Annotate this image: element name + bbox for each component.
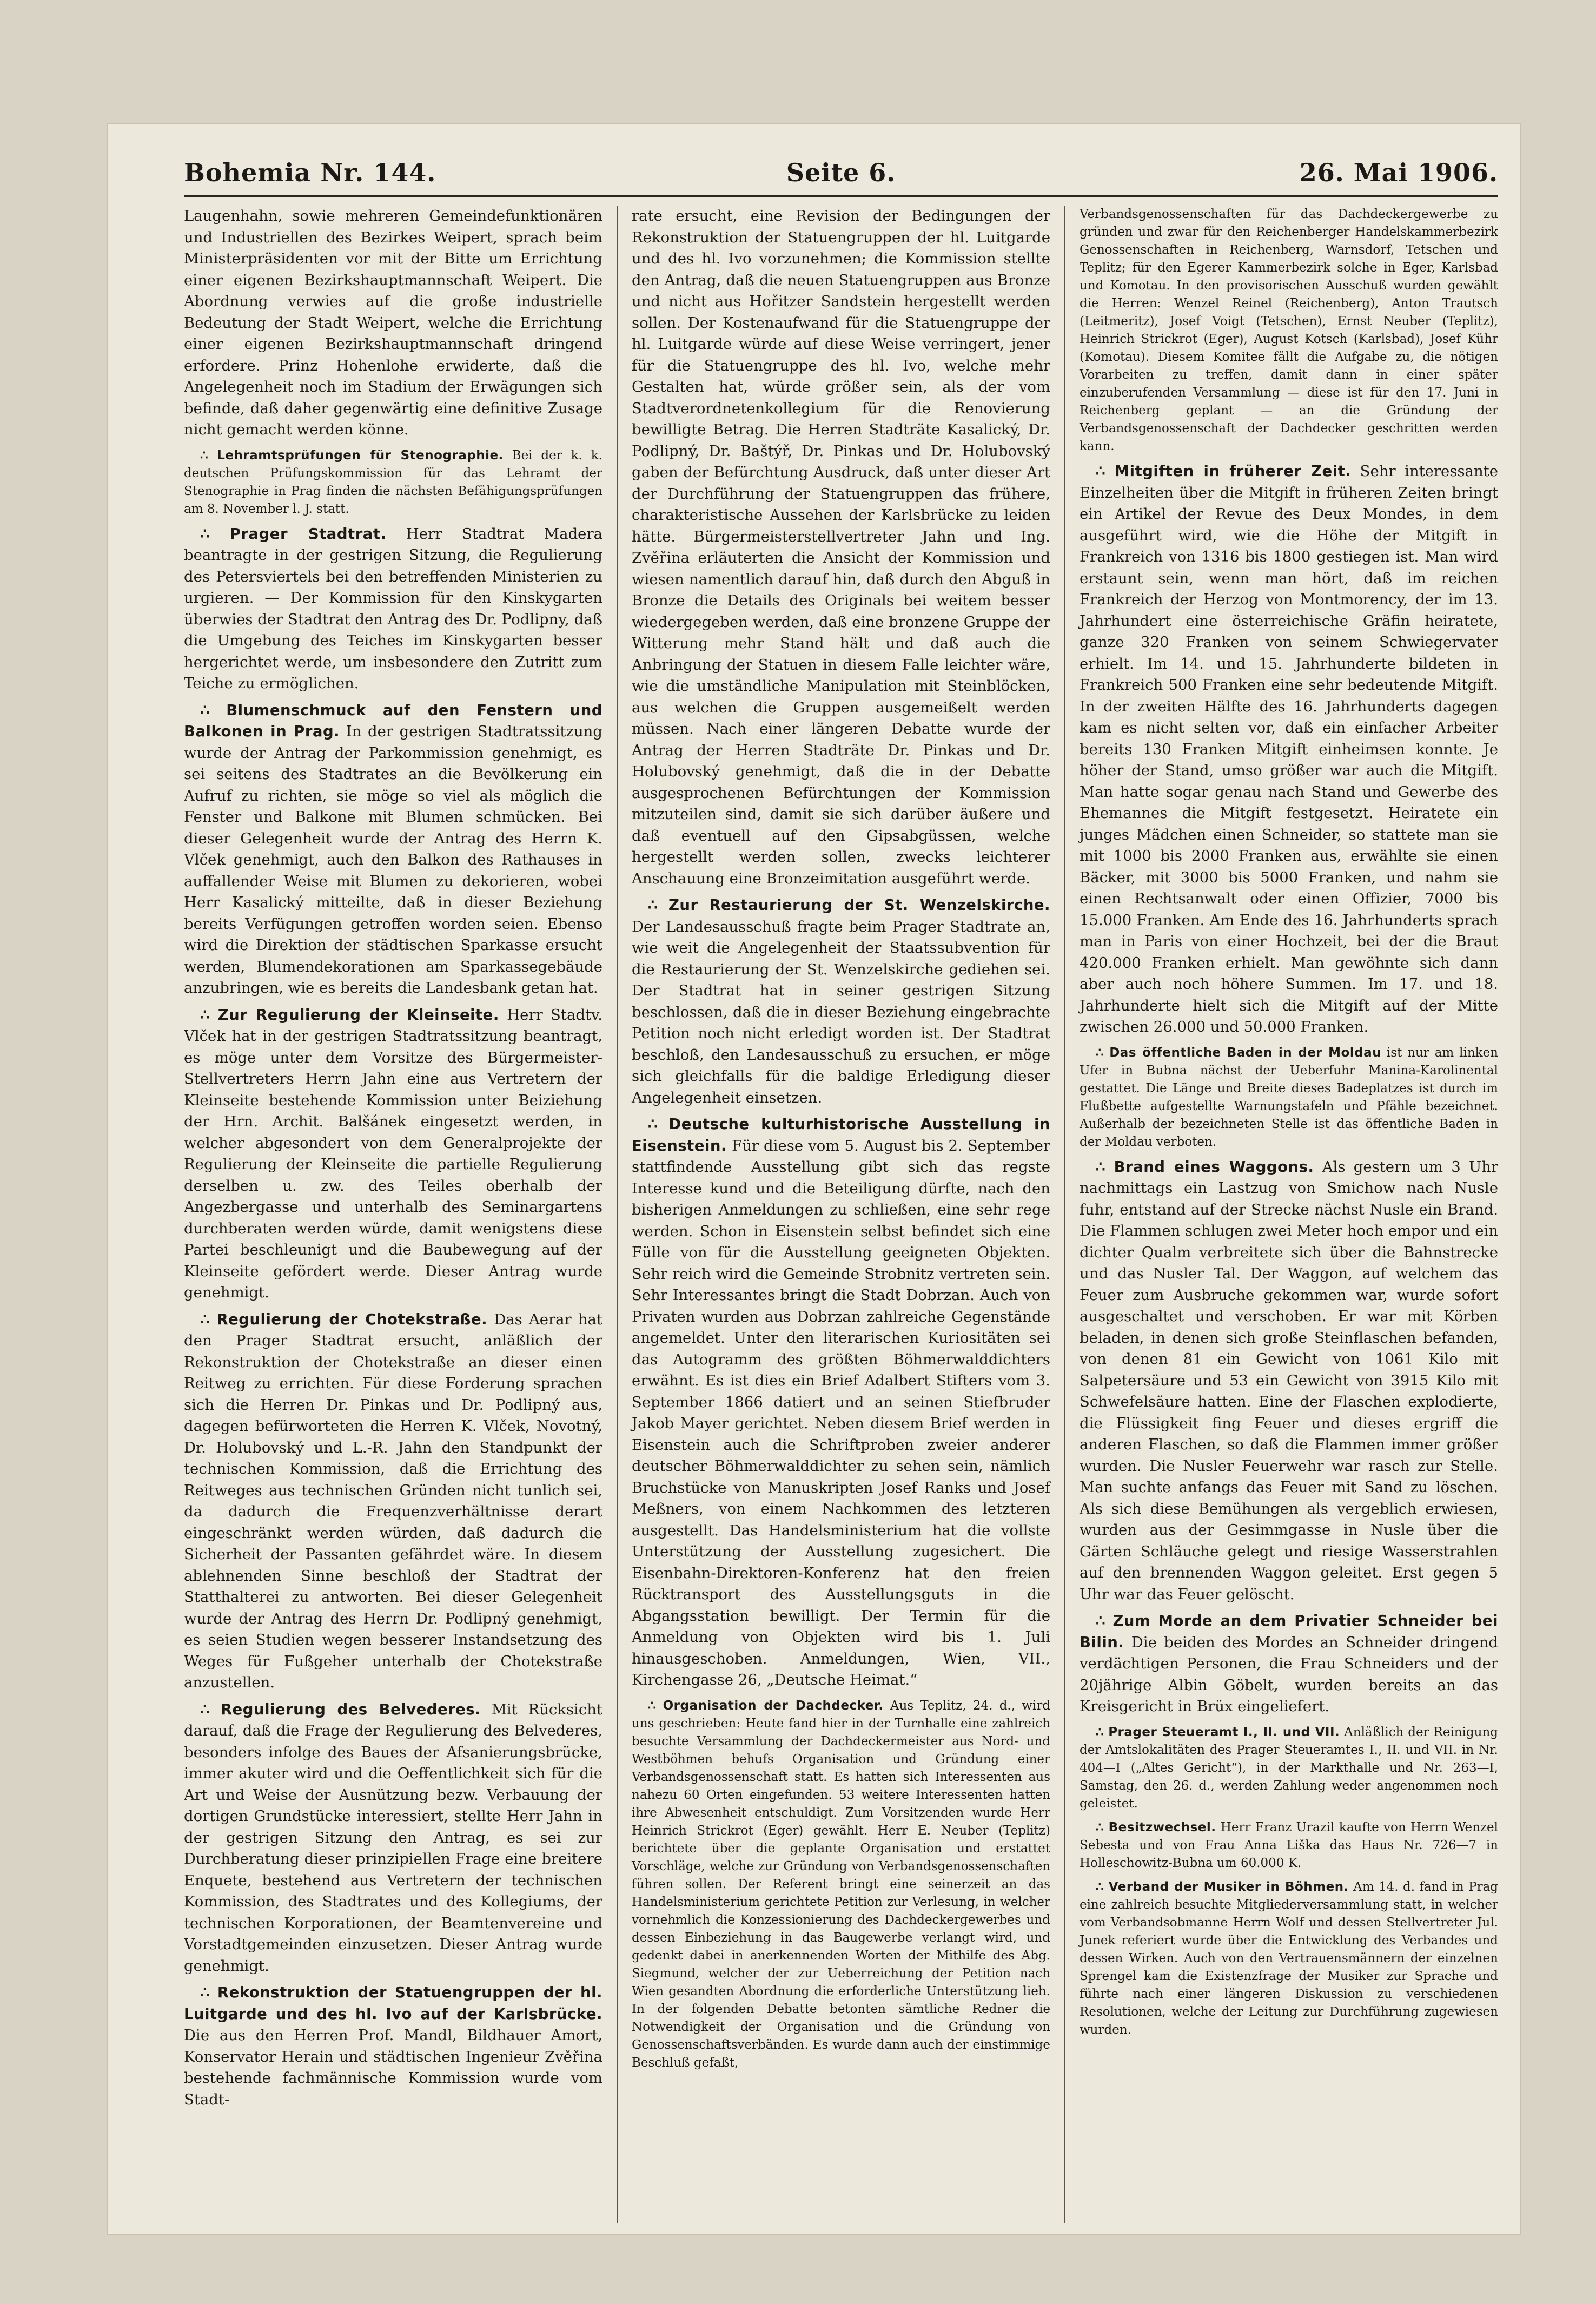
- article-marker: ∴: [200, 701, 227, 719]
- article: [184, 1309, 602, 1694]
- article-paragraph: [184, 524, 602, 695]
- article-paragraph: [1080, 1044, 1498, 1151]
- article-marker: ∴: [1096, 463, 1115, 480]
- article-paragraph: [1080, 1818, 1498, 1872]
- article-heading: Deutsche kulturhistorische Ausstellung in Eisenstein.: [632, 1116, 1050, 1154]
- article: [632, 206, 1050, 889]
- masthead-page-number: Seite 6.: [786, 158, 896, 187]
- article-paragraph: [632, 895, 1050, 1108]
- article-marker: ∴: [648, 1698, 663, 1713]
- article-heading: Blumenschmuck auf den Fenstern und Balkonen in Prag.: [184, 701, 602, 740]
- article-paragraph: [184, 206, 602, 441]
- article: [184, 700, 602, 999]
- article-paragraph: [184, 1309, 602, 1694]
- article-marker: ∴: [648, 1116, 669, 1133]
- article-body: Herr Stadtrat Madera beantragte in der gestrigen Sitzung, die Regulierung des Petersviertels bei den betreffenden Ministerien zu urgieren. — Der Kommission für den Kinskygarten überwies der Stadtrat den Antrag des Dr. Podlipny, daß die Umgebung des Teiches im Kinskygarten besser hergerichtet werde, um insbesondere den Zutritt zum Teiche zu ermöglichen.: [184, 525, 602, 692]
- column-3: [1064, 206, 1498, 2223]
- article-body: Die beiden des Mordes an Schneider dringend verdächtigen Personen, die Frau Schneiders und der 20jährige Albin Göbelt, wurden bereits an das Kreisgericht in Brüx eingeliefert.: [1080, 1633, 1498, 1715]
- article-paragraph: [184, 1982, 602, 2110]
- article-heading: Regulierung der Chotekstraße.: [216, 1310, 488, 1328]
- article-paragraph: [1080, 1611, 1498, 1718]
- article: [1080, 1044, 1498, 1151]
- article-marker: ∴: [200, 1700, 221, 1718]
- article-heading: Besitzwechsel.: [1108, 1820, 1216, 1835]
- article-body: ist nur am linken Ufer in Bubna nächst der Ueberfuhr Manina-Karolinental gestattet. Die Länge und Breite dieses Badeplatzes ist durch im Flußbette aufgestellte Warnungstafeln und Pfähle bezeichnet. Außerhalb der bezeichneten Stelle ist das öffentliche Baden in der Moldau verboten.: [1080, 1045, 1498, 1149]
- article-heading: Prager Steueramt I., II. und VII.: [1108, 1725, 1340, 1739]
- article-marker: ∴: [1096, 1724, 1109, 1739]
- article-paragraph: [1080, 1878, 1498, 2039]
- article-paragraph: [632, 206, 1050, 889]
- article-body: Das Aerar hat den Prager Stadtrat ersucht, anläßlich der Rekonstruktion der Chotekstraße an dieser einen Reitweg zu errichten. Für diese Forderung sprachen sich die Herren Dr. Pinkas und Dr. Podlipný aus, dagegen befürworteten die Herren K. Vlček, Novotný, Dr. Holubovský und L.-R. Jahn den Standpunkt der technischen Kommission, daß die Errichtung des Reitweges aus technischen Gründen nicht tunlich sei, da dadurch die Frequenzverhältnisse derart eingeschränkt werden würden, daß dadurch die Sicherheit der Passanten gefährdet wäre. In diesem ablehnenden Sinne beschloß der Stadtrat der Statthalterei zu antworten. Bei dieser Gelegenheit wurde der Antrag des Herrn Dr. Podlipný genehmigt, es seien Studien wegen besserer Instandsetzung des Weges für Fußgeher unterhalb der Chotekstraße anzustellen.: [184, 1310, 602, 1691]
- masthead-title: Bohemia Nr. 144.: [184, 158, 436, 187]
- article: [1080, 1818, 1498, 1872]
- article-body: Die aus den Herren Prof. Mandl, Bildhauer Amort, Konservator Herain und städtischen Ingenieur Zvěřina bestehende fachmännische Kommission wurde vom Stadt-: [184, 2027, 602, 2108]
- article-body: rate ersucht, eine Revision der Bedingungen der Rekonstruktion der Statuengruppen der hl. Luitgarde und des hl. Ivo vorzunehmen; die Kommission stellte den Antrag, daß die neuen Statuengruppen aus Bronze und nicht aus Hořitzer Sandstein hergestellt werden sollen. Der Kostenaufwand für die Statuengruppe der hl. Luitgarde würde auf diese Weise verringert, jener für die Statuengruppe des hl. Ivo, welche mehr Gestalten hat, würde größer sein, als der vom Stadtverordnetenkollegium für die Renovierung bewilligte Betrag. Die Herren Stadträte Kasalický, Dr. Podlipný, Dr. Baštýř, Dr. Pinkas und Dr. Holubovský gaben der Befürchtung Ausdruck, daß unter dieser Art der Durchführung der Statuengruppen das frühere, charakteristische Aussehen der Karlsbrücke zu leiden hätte. Bürgermeisterstellvertreter Jahn und Ing. Zvěřina erläuterten die Ansicht der Kommission und wiesen namentlich darauf hin, daß durch den Abguß in Bronze die Details des Originals bei weitem besser wiedergegeben werden, daß eine bronzene Gruppe der Witterung mehr Stand hält und daß auch die Anbringung der Statuen in diesem Falle leichter wäre, wie die umständliche Manipulation mit Steinblöcken, aus welchen die Gruppen ausgemeißelt werden müssen. Nach einer längeren Debatte wurde der Antrag der Herren Stadträte Dr. Pinkas und Dr. Holubovský genehmigt, daß die in der Debatte ausgesprochenen Befürchtungen der Kommission mitzuteilen sind, damit sie sich darüber äußere und daß eventuell auf den Gipsabgüssen, welche hergestellt werden sollen, zwecks leichterer Anschauung eine Bronzeimitation ausgeführt werde.: [632, 207, 1050, 887]
- article-body: Herr Stadtv. Vlček hat in der gestrigen Stadtratssitzung beantragt, es möge unter dem Vorsitze des Bürgermeister-Stellvertreters Herrn Jahn eine aus Vertretern der Kleinseite bestehende Kommission unter Beiziehung der Hrn. Archit. Balšánek eingesetzt werden, in welcher abgesondert von dem Generalprojekte der Regulierung der Kleinseite die partielle Regulierung derselben u. zw. des Teiles oberhalb der Angezbergasse und unterhalb des Seminargartens durchberaten werden würde, damit wenigstens diese Partei beschleunigt und die Baubewegung auf der Kleinseite gefördert werde. Dieser Antrag wurde genehmigt.: [184, 1006, 603, 1301]
- article-heading: Das öffentliche Baden in der Moldau: [1109, 1045, 1382, 1060]
- article-marker: ∴: [1096, 1158, 1114, 1176]
- article: [184, 206, 602, 441]
- article-marker: ∴: [1096, 1045, 1110, 1060]
- article-paragraph: [184, 1005, 602, 1304]
- article-paragraph: [184, 446, 602, 518]
- article: [632, 1697, 1050, 2072]
- article-body: Herr Franz Urazil kaufte von Herrn Wenzel Sebesta und von Frau Anna Liška das Haus Nr. 726—7 in Holleschowitz-Bubna um 60.000 K.: [1080, 1820, 1498, 1870]
- article-paragraph: [1080, 1723, 1498, 1813]
- article-body: Für diese vom 5. August bis 2. September stattfindende Ausstellung gibt sich das regste Interesse kund und die Beteiligung dürfte, nach den bisherigen Anmeldungen zu schließen, eine sehr rege werden. Schon in Eisenstein selbst befindet sich eine Fülle von für die Ausstellung geeigneten Objekten. Sehr reich wird die Gemeinde Strobnitz vertreten sein. Sehr Interessantes bringt die Stadt Dobrzan. Auch von Privaten wurden aus Dobrzan zahlreiche Gegenstände angemeldet. Unter den literarischen Kuriositäten sei das Autogramm des größten Böhmerwalddichters erwähnt. Es ist dies ein Brief Adalbert Stifters vom 3. September 1866 datiert und an seinen Stiefbruder Jakob Mayer gerichtet. Neben diesem Brief werden in Eisenstein auch die Schriftproben zweier anderer deutscher Böhmerwalddichter zu sehen sein, nämlich Bruchstücke von Manuskripten Josef Ranks und Josef Meßners, von einem Nachkommen des letzteren ausgestellt. Das Handelsministerium hat die vollste Unterstützung der Ausstellung zugesichert. Die Eisenbahn-Direktoren-Konferenz hat den freien Rücktransport des Ausstellungsguts in die Abgangsstation bewilligt. Der Termin für die Anmeldung von Objekten wird bis 1. Juli hinausgeschoben. Anmeldungen, Wien, VII., Kirchengasse 26, „Deutsche Heimat.“: [632, 1137, 1050, 1688]
- article-body: Sehr interessante Einzelheiten über die Mitgift in früheren Zeiten bringt ein Artikel der Revue des Deux Mondes, in dem ausgeführt wird, wie die Höhe der Mitgift in Frankreich von 1316 bis 1800 gestiegen ist. Man wird erstaunt sein, wenn man hört, daß im reichen Frankreich der Herzog von Montmorency, der im 13. Jahrhundert eine österreichische Gräfin heiratete, ganze 320 Franken von seinem Schwiegervater erhielt. Im 14. und 15. Jahrhunderte bildeten in Frankreich 500 Franken eine sehr bedeutende Mitgift. In der zweiten Hälfte des 16. Jahrhunderts dagegen kam es nicht selten vor, daß ein einfacher Arbeiter bereits 130 Franken Mitgift einheimsen konnte. Je höher der Stand, umso größer war auch die Mitgift. Man hatte sogar genau nach Stand und Gewerbe des Ehemannes die Mitgift festgesetzt. Heiratete ein junges Mädchen einen Schneider, so stattete man sie mit 1000 bis 2000 Franken aus, erwählte sie einen Bäcker, mit 3000 bis 5000 Franken, und nahm sie einen Rechtsanwalt oder einen Offizier, 7000 bis 15.000 Franken. Am Ende des 16. Jahrhunderts sprach man in Paris von einer Hochzeit, bei der die Braut 420.000 Franken erhielt. Man gewöhnte sich dann aber auch noch höhere Summen. Im 17. und 18. Jahrhunderte hielt sich die Mitgift auf der Mitte zwischen 26.000 und 50.000 Franken.: [1080, 463, 1498, 1035]
- article-marker: ∴: [200, 447, 217, 463]
- article-marker: ∴: [200, 1984, 217, 2001]
- article-heading: Lehramtsprüfungen für Stenographie.: [217, 448, 504, 463]
- article: [1080, 1723, 1498, 1813]
- article-paragraph: [1080, 461, 1498, 1038]
- article-heading: Mitgiften in früherer Zeit.: [1114, 463, 1352, 480]
- article-paragraph: [1080, 206, 1498, 456]
- article: [184, 1699, 602, 1977]
- article-paragraph: [184, 700, 602, 999]
- article-marker: ∴: [1096, 1819, 1109, 1835]
- article-heading: Regulierung des Belvederes.: [220, 1700, 481, 1718]
- article-body: Verbandsgenossenschaften für das Dachdeckergewerbe zu gründen und zwar für den Reichenberger Handelskammerbezirk Genossenschaften in Reichenberg, Warnsdorf, Tetschen und Teplitz; für den Egerer Kammerbezirk solche in Eger, Karlsbad und Komotau. In den provisorischen Ausschuß wurden gewählt die Herren: Wenzel Reinel (Reichenberg), Anton Trautsch (Leitmeritz), Josef Voigt (Tetschen), Ernst Neuber (Teplitz), Heinrich Strickrot (Eger), August Kotsch (Karlsbad), Josef Kühr (Komotau). Diesem Komitee fällt die Aufgabe zu, die nötigen Vorarbeiten zu treffen, damit dann in einer später einzuberufenden Versammlung — diese ist für den 17. Juni in Reichenberg geplant — an die Gründung der Verbandsgenossenschaft der Dachdecker geschritten werden kann.: [1080, 207, 1498, 453]
- article-heading: Organisation der Dachdecker.: [663, 1698, 884, 1713]
- article-body: Mit Rücksicht darauf, daß die Frage der Regulierung des Belvederes, besonders infolge des Baues der Afsanierungsbrücke, immer akuter wird und die Oeffentlichkeit sich für die Art und Weise der Ausnützung bezw. Verbauung der dortigen Grundstücke interessiert, stellte Herr Jahn in der gestrigen Sitzung den Antrag, es sei zur Durchberatung dieser prinzipiellen Frage eine breitere Enquete, bestehend aus Vertretern der technischen Kommission, des Stadtrates und des Kollegiums, der technischen Korporationen, der Beamtenvereine und Vorstadtgemeinden einzusetzen. Dieser Antrag wurde genehmigt.: [184, 1700, 602, 1975]
- article: [184, 446, 602, 518]
- newspaper-page: [108, 124, 1520, 2234]
- article-marker: ∴: [1096, 1879, 1109, 1894]
- masthead-date: 26. Mai 1906.: [1299, 158, 1498, 187]
- column-2: [617, 206, 1064, 2223]
- article-body: Anläßlich der Reinigung der Amtslokalitäten des Prager Steueramtes I., II. und VII. in Nr. 404—I („Altes Gericht“), in der Markthalle und Nr. 263—I, Samstag, den 26. d., werden Zahlung weder angenommen noch geleistet.: [1080, 1725, 1498, 1811]
- text-columns: [184, 206, 1498, 2223]
- article-paragraph: [632, 1697, 1050, 2072]
- article-paragraph: [1080, 1157, 1498, 1606]
- article: [1080, 1611, 1498, 1718]
- article: [1080, 461, 1498, 1038]
- article-heading: Rekonstruktion der Statuengruppen der hl. Luitgarde und des hl. Ivo auf der Karlsbrücke.: [184, 1984, 602, 2023]
- article: [184, 1005, 602, 1304]
- article-body: Als gestern um 3 Uhr nachmittags ein Lastzug von Smichow nach Nusle fuhr, entstand auf der Strecke nächst Nusle ein Brand. Die Flammen schlugen zwei Meter hoch empor und ein dichter Qualm verbreitete sich über die Bahnstrecke und das Nusler Tal. Der Waggon, auf welchem das Feuer zum Ausbruche gekommen war, wurde sofort ausgeschaltet und verschoben. Er war mit Körben beladen, in denen sich große Steinflaschen befanden, von denen 81 ein Gewicht von 1061 Kilo mit Salpetersäure und 53 ein Gewicht von 3915 Kilo mit Schwefelsäure hatten. Eine der Flaschen explodierte, die Flüssigkeit fing Feuer und dieses ergriff die anderen Flaschen, so daß die Flammen immer größer wurden. Die Nusler Feuerwehr war rasch zur Stelle. Man suchte anfangs das Feuer mit Sand zu löschen. Als sich diese Bemühungen als vergeblich erwiesen, wurden aus der Gesimmgasse in Nusle über die Gärten Schläuche gelegt und riesige Wasserstrahlen auf den brennenden Waggon geleitet. Erst gegen 5 Uhr war das Feuer gelöscht.: [1080, 1158, 1498, 1603]
- article-heading: Zur Regulierung der Kleinseite.: [217, 1006, 499, 1024]
- article-body: In der gestrigen Stadtratssitzung wurde der Antrag der Parkommission genehmigt, es sei seitens des Stadtrates an die Bevölkerung ein Aufruf zu richten, sie möge so viel als möglich die Fenster und Balkone mit Blumen schmücken. Bei dieser Gelegenheit wurde der Antrag des Herrn K. Vlček genehmigt, auch den Balkon des Rathauses in auffallender Weise mit Blumen zu dekorieren, wobei Herr Kasalický mitteilte, daß in dieser Beziehung bereits Verfügungen getroffen worden seien. Ebenso wird die Direktion der städtischen Sparkasse ersucht werden, Blumendekorationen am Sparkassegebäude anzubringen, wie es bereits die Landesbank getan hat.: [184, 723, 602, 997]
- article: [632, 895, 1050, 1108]
- article-marker: ∴: [200, 1006, 218, 1024]
- column-1: [184, 206, 617, 2223]
- article-heading: Verband der Musiker in Böhmen.: [1108, 1879, 1349, 1894]
- article-heading: Zum Morde an dem Privatier Schneider bei Bilin.: [1080, 1612, 1498, 1651]
- article-body: Laugenhahn, sowie mehreren Gemeindefunktionären und Industriellen des Bezirkes Weipert, sprach beim Ministerpräsidenten vor mit der Bitte um Errichtung einer eigenen Bezirkshauptmannschaft Weipert. Die Abordnung verwies auf die große industrielle Bedeutung der Stadt Weipert, welche die Errichtung einer eigenen Bezirkshauptmannschaft dringend erfordere. Prinz Hohenlohe erwiderte, daß die Angelegenheit noch im Stadium der Erwägungen sich befinde, daß daher gegenwärtig eine definitive Zusage nicht gemacht werden könne.: [184, 207, 602, 438]
- article: [632, 1114, 1050, 1691]
- masthead: [184, 135, 1498, 197]
- article: [184, 1982, 602, 2110]
- article-marker: ∴: [200, 525, 230, 543]
- article-body: Bei der k. k. deutschen Prüfungskommission für das Lehramt der Stenographie in Prag finden die nächsten Befähigungsprüfungen am 8. November l. J. statt.: [184, 448, 602, 516]
- article-heading: Prager Stadtrat.: [229, 525, 387, 543]
- article-paragraph: [632, 1114, 1050, 1691]
- article-marker: ∴: [200, 1310, 217, 1328]
- article-body: Der Landesausschuß fragte beim Prager Stadtrate an, wie weit die Angelegenheit der Staatssubvention für die Restaurierung der St. Wenzelskirche gediehen sei. Der Stadtrat hat in seiner gestrigen Sitzung beschlossen, daß die in dieser Beziehung eingebrachte Petition noch nicht erledigt worden ist. Der Stadtrat beschloß, den Landesausschuß zu ersuchen, er möge sich gleichfalls für die baldige Erledigung dieser Angelegenheit einsetzen.: [632, 918, 1050, 1106]
- article-heading: Brand eines Waggons.: [1114, 1158, 1314, 1176]
- article-marker: ∴: [1096, 1612, 1113, 1629]
- article: [1080, 1878, 1498, 2039]
- article: [1080, 206, 1498, 456]
- article: [1080, 1157, 1498, 1606]
- article-body: Aus Teplitz, 24. d., wird uns geschrieben: Heute fand hier in der Turnhalle eine zahlreich besuchte Versammlung der Dachdeckermeister aus Nord- und Westböhmen behufs Organisation und Gründung einer Verbandsgenossenschaft statt. Es hatten sich Interessenten aus nahezu 60 Orten eingefunden. 53 weitere Interessenten hatten ihre Abwesenheit entschuldigt. Zum Vorsitzenden wurde Herr Heinrich Strickrot (Eger) gewählt. Herr E. Neuber (Teplitz) berichtete über die geplante Organisation und erstattet Vorschläge, welche zur Gründung von Verbandsgenossenschaften führen sollen. Der Referent bringt eine seinerzeit an das Handelsministerium gerichtete Petition zur Verlesung, in welcher vornehmlich die Konzessionierung des Dachdeckergewerbes und dessen Einbeziehung in das Baugewerbe verlangt wird, und gedenkt dabei in anerkennenden Worten der Mithilfe des Abg. Siegmund, welcher der zur Ueberreichung der Petition nach Wien gesandten Abordnung die erforderliche Unterstützung lieh. In der folgenden Debatte betonten sämtliche Redner die Notwendigkeit der Organisation und die Gründung von Genossenschaftsverbänden. Es wurde dann auch der einstimmige Beschluß gefaßt,: [632, 1698, 1051, 2070]
- article-marker: ∴: [648, 896, 668, 914]
- article-heading: Zur Restaurierung der St. Wenzelskirche.: [668, 896, 1050, 914]
- article-body: Am 14. d. fand in Prag eine zahlreich besuchte Mitgliederversammlung statt, in welcher vom Verbandsobmanne Herrn Wolf und dessen Stellvertreter Jul. Junek referiert wurde über die Entwicklung des Verbandes und dessen Wirken. Auch von den Vertrauensmännern der einzelnen Sprengel kam die Existenzfrage der Musiker zur Sprache und führte nach einer längeren Diskussion zu verschiedenen Resolutionen, welche der Leitung zur Durchführung zugewiesen wurden.: [1080, 1879, 1498, 2037]
- article: [184, 524, 602, 695]
- article-paragraph: [184, 1699, 602, 1977]
